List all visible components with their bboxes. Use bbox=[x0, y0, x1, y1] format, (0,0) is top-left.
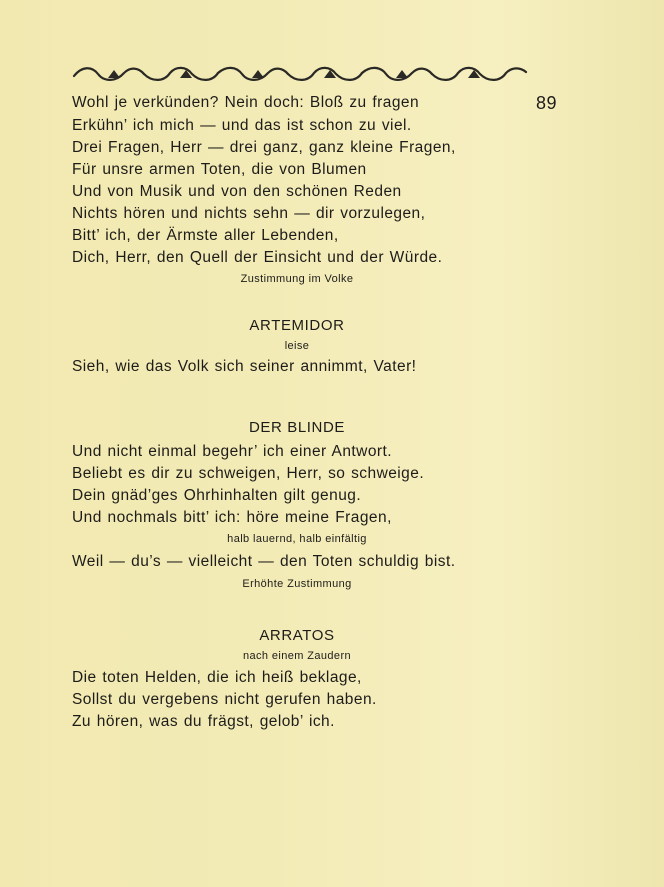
stage-direction: leise bbox=[284, 340, 310, 352]
verse-line: Erkühn’ ich mich — und das ist schon zu viel. bbox=[72, 117, 412, 134]
verse-line: Beliebt es dir zu schweigen, Herr, so schweige. bbox=[72, 465, 425, 482]
verse-line: Dein gnäd’ges Ohrhinhalten gilt genug. bbox=[72, 487, 362, 504]
verse-line: Nichts hören und nichts sehn — dir vorzulegen, bbox=[72, 205, 426, 222]
verse-line: Zu hören, was du frägst, gelob’ ich. bbox=[72, 713, 335, 730]
verse-line: Für unsre armen Toten, die von Blumen bbox=[72, 161, 367, 178]
verse-line: Drei Fragen, Herr — drei ganz, ganz kleine Fragen, bbox=[72, 139, 456, 156]
verse-line: Bitt’ ich, der Ärmste aller Lebenden, bbox=[72, 227, 339, 244]
verse-line: Dich, Herr, den Quell der Einsicht und der Würde. bbox=[72, 249, 443, 266]
verse-line: Weil — du’s — vielleicht — den Toten schuldig bist. bbox=[72, 553, 456, 570]
stage-direction: Erhöhte Zustimmung bbox=[242, 578, 352, 590]
verse-line: Sieh, wie das Volk sich seiner annimmt, Vater! bbox=[72, 358, 417, 375]
speaker-name: ARTEMIDOR bbox=[249, 317, 345, 334]
stage-direction: nach einem Zaudern bbox=[242, 650, 352, 662]
verse-line: Und von Musik und von den schönen Reden bbox=[72, 183, 402, 200]
stage-direction: halb lauernd, halb einfältig bbox=[227, 533, 367, 545]
verse-line: Und nicht einmal begehr’ ich einer Antwort. bbox=[72, 443, 393, 460]
stage-direction: Zustimmung im Volke bbox=[240, 273, 354, 285]
page-number: 89 bbox=[536, 93, 558, 113]
speaker-name: DER BLINDE bbox=[248, 419, 346, 436]
speaker-name: ARRATOS bbox=[259, 627, 335, 644]
verse-line: Sollst du vergebens nicht gerufen haben. bbox=[72, 691, 377, 708]
verse-line: Die toten Helden, die ich heiß beklage, bbox=[72, 669, 362, 686]
verse-line: Und nochmals bitt’ ich: höre meine Fragen, bbox=[72, 509, 392, 526]
verse-line: Wohl je verkünden? Nein doch: Bloß zu fragen bbox=[72, 94, 420, 111]
decorative-ornament-border bbox=[72, 64, 528, 84]
